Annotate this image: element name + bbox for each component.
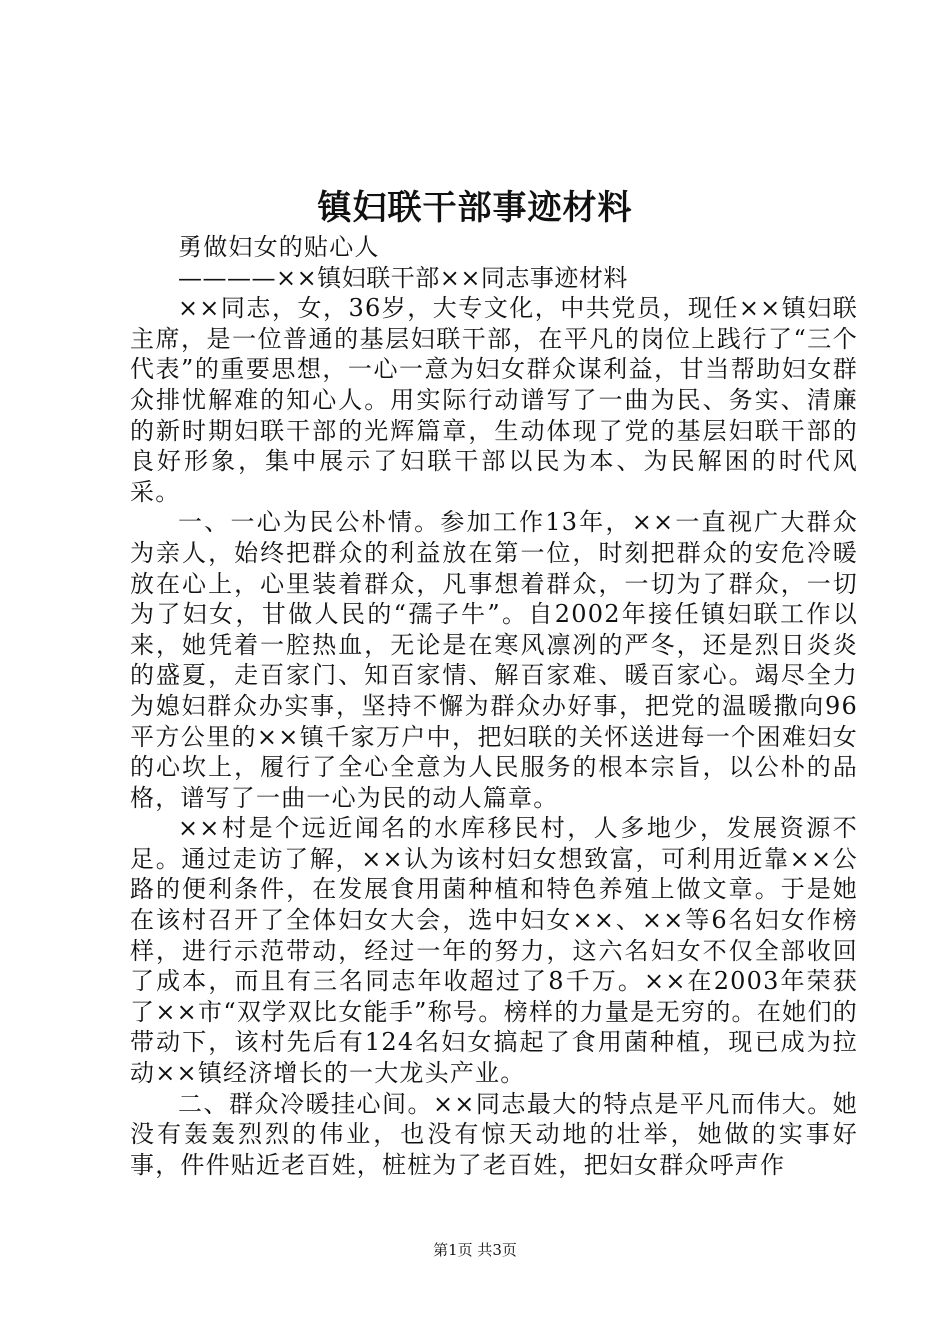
body-paragraph-village-example: ××村是个远近闻名的水库移民村，人多地少，发展资源不足。通过走访了解，××认为该村妇女想致富，可利用近靠××公路的便利条件，在发展食用菌种植和特色养殖上做文章。于是她在该村召开了全体妇女大会，选中妇女××、××等6名妇女作榜样，进行示范带动，经过一年的努力，这六名妇女不仅全部收回了成本，而且有三名同志年收超过了8千万。××在2003年荣获了××市“双学双比女能手”称号。榜样的力量是无穷的。在她们的带动下，该村先后有124名妇女搞起了食用菌种植，现已成为拉动××镇经济增长的一大龙头产业。	[130, 814, 858, 1088]
page-title: 镇妇联干部事迹材料	[317, 188, 633, 228]
body-paragraph-section-two: 二、群众冷暖挂心间。××同志最大的特点是平凡而伟大。她没有轰轰烈烈的伟业，也没有惊天动地的壮举，她做的实事好事，件件贴近老百姓，桩桩为了老百姓，把妇女群众呼声作	[130, 1089, 858, 1179]
subtitle-line: 勇做妇女的贴心人	[178, 233, 380, 261]
page-footer: 第1页 共3页	[433, 1241, 517, 1259]
document-body	[130, 232, 858, 1180]
subtitle-byline: ————××镇妇联干部××同志事迹材料	[178, 263, 628, 292]
body-paragraph-intro: ××同志，女，36岁，大专文化，中共党员，现任××镇妇联主席，是一位普通的基层妇联干部，在平凡的岗位上践行了“三个代表”的重要思想，一心一意为妇女群众谋利益，甘当帮助妇女群众排忧解难的知心人。用实际行动谱写了一曲为民、务实、清廉的新时期妇联干部的光辉篇章，生动体现了党的基层妇联干部的良好形象，集中展示了妇联干部以民为本、为民解困的时代风采。	[130, 294, 858, 506]
body-paragraph-section-one: 一、一心为民公朴情。参加工作13年，××一直视广大群众为亲人，始终把群众的利益放在第一位，时刻把群众的安危冷暖放在心上，心里装着群众，凡事想着群众，一切为了群众，一切为了妇女，甘做人民的“孺子牛”。自2002年接任镇妇联工作以来，她凭着一腔热血，无论是在寒风凛冽的严冬，还是烈日炎炎的盛夏，走百家门、知百家情、解百家难、暖百家心。竭尽全力为媳妇群众办实事，坚持不懈为群众办好事，把党的温暖撒向96平方公里的××镇千家万户中，把妇联的关怀送进每一个困难妇女的心坎上，履行了全心全意为人民服务的根本宗旨，以公朴的品格，谱写了一曲一心为民的动人篇章。	[130, 508, 858, 812]
